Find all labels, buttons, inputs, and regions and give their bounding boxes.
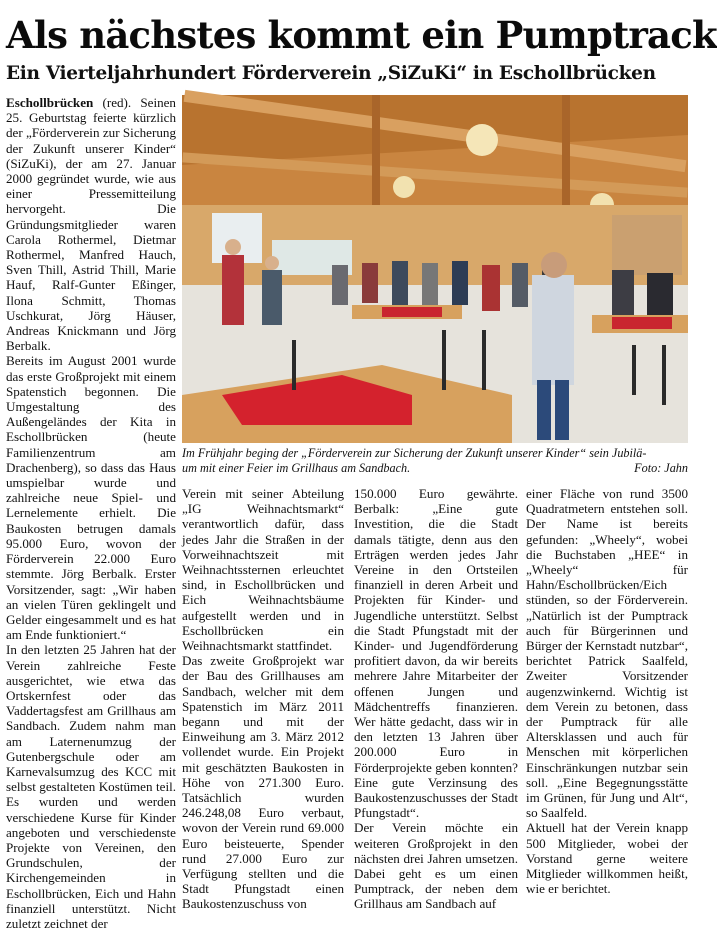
article-column-2 (182, 486, 344, 912)
article-paragraph: Bereits im August 2001 wurde das erste Großprojekt mit einem Spatenstich begonnen. Die Umgestaltung des Außengeländes der Kita in Eschollbrücken (heute Familienzentrum am Drachenberg), so dass das Haus umspielbar wurde und zahlreiche neue Spiel- und Lernelemente erhielt. Die Baukosten betrugen damals 95.000 Euro, wovon der Förderverein 22.000 Euro stemmte. Jörg Berbalk. Erster Vorsitzender, sagt: „Wir haben an vielen Türen geklingelt und Gelder eingesammelt und es hat am Ende funktioniert.“ (6, 353, 176, 643)
photo-caption (182, 446, 688, 476)
paragraph-text: Seinen 25. Geburtstag feierte kürzlich der „Förderverein zur Sicherung der Zukunft unserer Kinder“ (SiZuKi), der am 27. Januar 2000 gegründet wurde, wie aus einer Pressemitteilung hervorgeht. Die Gründungsmitglieder waren Carola Rothermel, Dietmar Rothermel, Manfred Hauch, Sven Thill, Astrid Thill, Marie Hauf, Ralf-Gunter Eßinger, Ilona Schmitt, Thomas Uschkurat, Jörg Häuser, Andreas Knickmann und Jörg Berbalk. (6, 95, 176, 354)
article-paragraph: In den letzten 25 Jahren hat der Verein zahlreiche Feste ausgerichtet, wie etwa das Ortskernfest oder das Vaddertagsfest am Grillhaus am Sandbach. Zudem nahm man am Laternenumzug der Gutenbergschule oder am Karnevalsumzug des KCC mit selbst gestalteten Kostümen teil. Es wurden und werden verschiedene Kurse für Kinder angeboten und verschiedenste Projekte von Vereinen, den Grundschulen, der Kirchengemeinden in Eschollbrücken, Eich und Hahn finanziell unterstützt. Nicht zuletzt zeichnet der (6, 642, 176, 931)
article-column-3 (354, 486, 518, 912)
article-column-4 (526, 486, 688, 897)
event-photo (182, 95, 688, 443)
article-paragraph: Verein mit seiner Abteilung „IG Weihnachtsmarkt“ verantwortlich dafür, dass jedes Jahr die Straßen in der Vorweihnachtszeit mit Weihnachtssternen erleuchtet sind, in Eschollbrücken und Eich Weihnachtsbäume aufgestellt werden und in Eschollbrücken ein Weihnachtsmarkt stattfindet. (182, 486, 344, 654)
dateline: Eschollbrücken (6, 95, 94, 110)
article-paragraph: Das zweite Großprojekt war der Bau des Grillhauses am Sandbach, welcher mit dem Spatenstich im März 2011 begann und mit der Einweihung am 3. März 2012 vollendet wurde. Ein Projekt mit geschätzten Baukosten in Höhe von 271.300 Euro. Tatsächlich wurden 246.248,08 Euro verbaut, wovon der Verein rund 69.000 Euro beisteuerte, Spender rund 27.000 Euro zur Verfügung stellten und die Stadt Pfungstadt einen Baukostenzuschuss von (182, 653, 344, 912)
article-column-1 (6, 95, 176, 931)
ceiling-lamp (466, 124, 498, 156)
source-tag: (red). (102, 95, 132, 110)
article-paragraph: Aktuell hat der Verein knapp 500 Mitglieder, wobei der Vorstand gerne weitere Mitglieder willkommen heißt, wie er berichtet. (526, 820, 688, 897)
headline: Als nächstes kommt ein Pumptrack (6, 13, 717, 57)
caption-line-1: Im Frühjahr beging der „Förderverein zur Sicherung der Zukunft unserer Kinder“ sein Jubilä- (182, 446, 647, 460)
article-paragraph: Der Verein möchte ein weiteren Großprojekt in den nächsten drei Jahren umsetzen. Dabei geht es um einen Pumptrack, der neben dem Grillhaus am Sandbach auf (354, 820, 518, 912)
ceiling-lamp (393, 176, 415, 198)
article-paragraph (6, 95, 176, 353)
caption-line-2: um mit einer Feier im Grillhaus am Sandbach. (182, 461, 411, 475)
photo-credit: Foto: Jahn (634, 461, 688, 475)
subheadline: Ein Vierteljahrhundert Förderverein „SiZuKi“ in Eschollbrücken (6, 63, 656, 84)
article-paragraph: 150.000 Euro gewährte. Berbalk: „Eine gute Investition, die die Stadt damals tätigte, denn aus den Erträgen werden jedes Jahr Vereine in den Ortsteilen finanziell in deren Arbeit und Projekten für Kinder- und Jugendliche unterstützt. Selbst die Stadt Pfungstadt mit der Kinder- und Jugendförderung profitiert davon, da wir bereits mehrere Jahre Mitarbeiter der offenen Jungen und Mädchentreffs finanzieren. Wer hätte gedacht, dass wir in den letzten 13 Jahren über 200.000 Euro in Förderprojekte geben konnten? Eine gute Verzinsung des Baukostenzuschusses der Stadt Pfungstadt“. (354, 486, 518, 821)
article-paragraph: einer Fläche von rund 3500 Quadratmetern entstehen soll. Der Name ist bereits gefunden: „Wheely“, wobei die Buchstaben „HEE“ in „Wheely“ für Hahn/Eschollbrücken/Eich stünden, so der Förderverein. „Natürlich ist der Pumptrack auch für Bürgerinnen und Bürger der Kernstadt nutzbar“, berichtet Patrick Saalfeld, Zweiter Vorsitzender augenzwinkernd. Wichtig ist dem Verein zu betonen, dass der Pumptrack für alle Altersklassen und auch für Menschen mit körperlichen Einschränkungen nutzbar sein soll. „Eine Begegnungsstätte im Grünen, für Jung und Alt“, so Saalfeld. (526, 486, 688, 821)
photo-illustration (182, 95, 688, 443)
